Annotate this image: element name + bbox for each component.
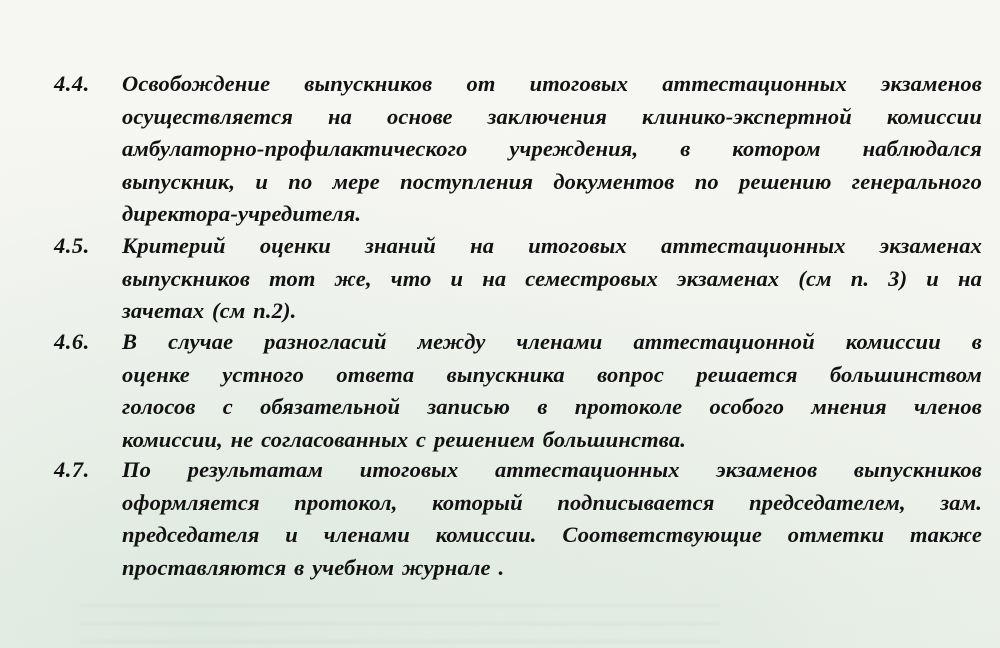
item-text <box>122 230 982 328</box>
text-line: По результатам итоговых аттестационных экзаменов выпускников <box>122 457 982 482</box>
text-line: зачетах (см п.2). <box>122 298 297 323</box>
item-text <box>122 68 982 231</box>
text-line: проставляются в учебном журнале . <box>122 554 505 580</box>
item-text <box>122 326 982 456</box>
text-line: комиссии, не согласованных с решением большинства. <box>122 426 687 452</box>
text-line: Освобождение выпускников от итоговых аттестационных экзаменов <box>122 71 982 96</box>
text-line: выпускник, и по мере поступления документов по решению генерального <box>122 168 982 194</box>
item-number: 4.7. <box>54 457 90 482</box>
text-line: оформляется протокол, который подписывается председателем, зам. <box>122 489 982 515</box>
bleed-through-texture <box>80 590 720 648</box>
text-line: директора-учредителя. <box>122 201 362 226</box>
item-number: 4.6. <box>54 329 90 354</box>
item-number: 4.4. <box>54 71 90 96</box>
text-line: председателя и членами комиссии. Соответствующие отметки также <box>122 522 982 547</box>
item-number: 4.5. <box>54 233 90 258</box>
text-line: оценке устного ответа выпускника вопрос решается большинством <box>122 361 982 387</box>
text-line: В случае разногласий между членами аттестационной комиссии в <box>122 329 982 354</box>
text-line: амбулаторно-профилактического учреждения, в котором наблюдался <box>122 136 982 161</box>
text-line: осуществляется на основе заключения клинико-экспертной комиссии <box>122 103 982 129</box>
text-line: выпускников тот же, что и на семестровых экзаменах (см п. 3) и на <box>122 265 982 291</box>
text-line: голосов с обязательной записью в протоколе особого мнения членов <box>122 394 982 419</box>
item-text <box>122 454 982 584</box>
text-line: Критерий оценки знаний на итоговых аттестационных экзаменах <box>122 233 982 258</box>
